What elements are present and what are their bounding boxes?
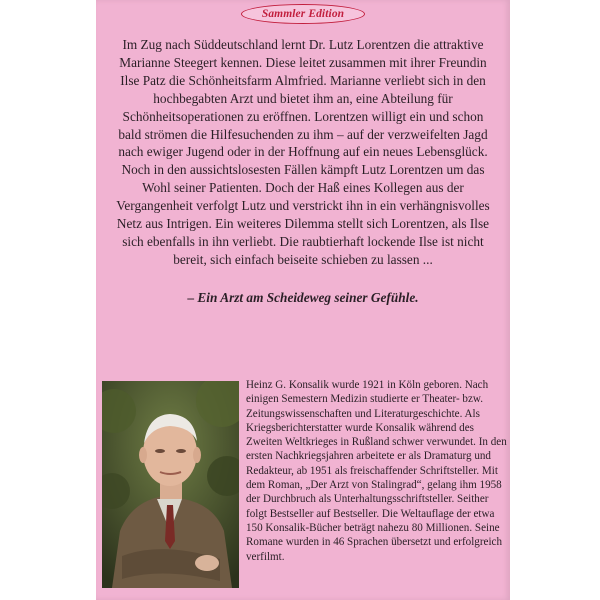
tagline: – Ein Arzt am Scheideweg seiner Gefühle. (187, 290, 419, 305)
book-blurb: Im Zug nach Süddeutschland lernt Dr. Lutz Lorentzen die attraktive Marianne Steegert kennen. Diese leitet zusammen mit ihrer Freundin Ilse Patz die Schönheitsfarm Almfried. Marianne verliebt sich in den hochbegabten Arzt und bietet ihm an, eine Abteilung für Schönheitsoperationen zu eröffnen. Lorentzen willigt ein und schon bald strömen die Hilfesuchenden zu ihm – auf der verzweifelten Jagd nach ewiger Jugend oder in der Hoffnung auf ein neues Lebensglück. Noch in den aussichtslosesten Fällen kämpft Lutz Lorentzen um das Wohl seiner Patienten. Doch der Haß eines Kollegen aus der Vergangenheit verfolgt Lutz und verstrickt ihn in ein verhängnisvolles Netz aus Intrigen. Ein weiteres Dilemma stellt sich Lorentzen, als Ilse sich ebenfalls in ihn verliebt. Die raubtierhaft lockende Ilse ist nicht bereit, sich einfach beiseite schieben zu lassen ... (116, 37, 490, 267)
author-photo (102, 381, 239, 588)
author-biography: Heinz G. Konsalik wurde 1921 in Köln geboren. Nach einigen Semestern Medizin studierte er Theater- bzw. Zeitungswissenschaften und Literaturgeschichte. Als Kriegsberichterstatter wurde Konsalik während des Zweiten Weltkrieges in Rußland schwer verwundet. In den ersten Nachkriegsjahren arbeitete er als Dramaturg und Redakteur, ab 1951 als freischaffender Schriftsteller. Mit dem Roman, „Der Arzt von Stalingrad“, gelang ihm 1958 der Durchbruch als Unterhaltungsschriftsteller. Seither folgt Bestseller auf Bestseller. Die Weltauflage der etwa 150 Konsalik-Bücher beträgt nahezu 80 Millionen. Seine Romane wurden in 46 Sprachen übersetzt und erfolgreich verfilmt. (246, 379, 507, 563)
author-portrait-image (102, 381, 239, 588)
collector-edition-badge: Sammler Edition (241, 4, 365, 24)
